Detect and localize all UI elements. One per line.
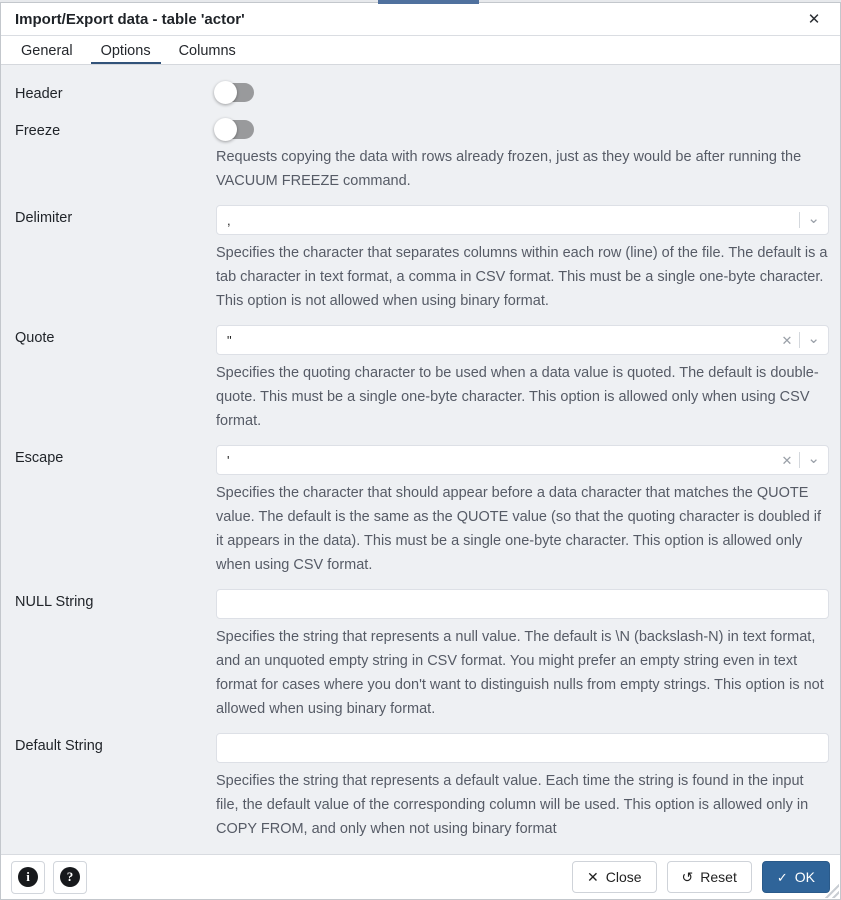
delimiter-combobox xyxy=(216,205,829,235)
escape-combobox xyxy=(216,445,829,475)
chevron-down-icon[interactable]: ⌄ xyxy=(807,209,820,227)
quote-label: Quote xyxy=(15,330,55,346)
help-button[interactable] xyxy=(53,861,87,894)
combo-divider xyxy=(799,212,800,228)
field-row-header xyxy=(15,81,829,102)
dialog-title: Import/Export data - table 'actor' xyxy=(15,10,245,28)
tab-general[interactable]: General xyxy=(21,42,73,59)
tab-bar xyxy=(1,36,840,65)
field-row-default-string xyxy=(15,733,829,841)
field-row-null-string xyxy=(15,589,829,721)
quote-description: Specifies the quoting character to be used when a data value is quoted. The default is double-quote. This must be a single one-byte character. This option is allowed only when using CSV format. xyxy=(216,365,819,429)
ok-button-label: OK xyxy=(794,869,815,885)
clear-icon[interactable]: ✕ xyxy=(781,452,793,468)
field-row-quote xyxy=(15,325,829,433)
import-export-dialog xyxy=(0,2,841,900)
delimiter-description: Specifies the character that separates columns within each row (line) of the file. The default is a tab character in text format, a comma in CSV format. This must be a single one-byte character. This option is not allowed when using binary format. xyxy=(216,245,828,309)
close-button-label: Close xyxy=(605,869,642,885)
delimiter-input[interactable] xyxy=(216,205,829,235)
close-button[interactable] xyxy=(572,861,657,893)
dialog-titlebar xyxy=(1,3,840,36)
freeze-label: Freeze xyxy=(15,123,61,139)
field-row-escape xyxy=(15,445,829,577)
close-icon[interactable]: ✕ xyxy=(802,7,826,31)
combo-divider xyxy=(799,332,800,348)
default-string-label: Default String xyxy=(15,738,103,754)
help-icon: ? xyxy=(60,867,80,887)
toggle-knob xyxy=(214,81,237,104)
null-string-label: NULL String xyxy=(15,594,94,610)
reset-icon: ↺ xyxy=(681,869,694,885)
combo-divider xyxy=(799,452,800,468)
toggle-knob xyxy=(214,118,237,141)
clear-icon[interactable]: ✕ xyxy=(781,332,793,348)
options-form xyxy=(1,65,840,854)
info-icon: i xyxy=(18,867,38,887)
escape-description: Specifies the character that should appear before a data character that matches the QUOTE value. The default is the same as the QUOTE value (so that the quoting character is doubled if it appears in the data). This must be a single one-byte character. This option is allowed only when using CSV format. xyxy=(216,485,822,573)
check-icon: ✓ xyxy=(776,869,788,885)
info-button[interactable] xyxy=(11,861,45,894)
chevron-down-icon[interactable]: ⌄ xyxy=(807,449,820,467)
field-row-freeze xyxy=(15,118,829,193)
freeze-description: Requests copying the data with rows already frozen, just as they would be after running the VACUUM FREEZE command. xyxy=(216,149,802,189)
quote-combobox xyxy=(216,325,829,355)
null-string-description: Specifies the string that represents a null value. The default is \N (backslash-N) in text format, and an unquoted empty string in CSV format. You might prefer an empty string even in text format for cases where you don't want to distinguish nulls from empty strings. This option is not allowed when using binary format. xyxy=(216,629,824,717)
field-row-delimiter xyxy=(15,205,829,313)
null-string-input[interactable] xyxy=(216,589,829,619)
tab-columns[interactable]: Columns xyxy=(178,42,236,59)
default-string-description: Specifies the string that represents a default value. Each time the string is found in the input file, the default value of the corresponding column will be used. This option is allowed only in COPY FROM, and only when not using binary format xyxy=(216,773,809,837)
escape-label: Escape xyxy=(15,450,64,466)
delimiter-label: Delimiter xyxy=(15,210,73,226)
default-string-input[interactable] xyxy=(216,733,829,763)
ok-button[interactable] xyxy=(762,861,830,893)
close-x-icon: ✕ xyxy=(587,869,599,885)
escape-input[interactable] xyxy=(216,445,829,475)
quote-input[interactable] xyxy=(216,325,829,355)
background-accent-strip xyxy=(378,0,479,4)
header-label: Header xyxy=(15,86,63,102)
dialog-footer xyxy=(1,854,840,899)
reset-button[interactable] xyxy=(667,861,752,893)
tab-options[interactable]: Options xyxy=(91,36,161,64)
reset-button-label: Reset xyxy=(700,869,737,885)
freeze-toggle[interactable] xyxy=(216,120,254,139)
chevron-down-icon[interactable]: ⌄ xyxy=(807,329,820,347)
header-toggle[interactable] xyxy=(216,83,254,102)
